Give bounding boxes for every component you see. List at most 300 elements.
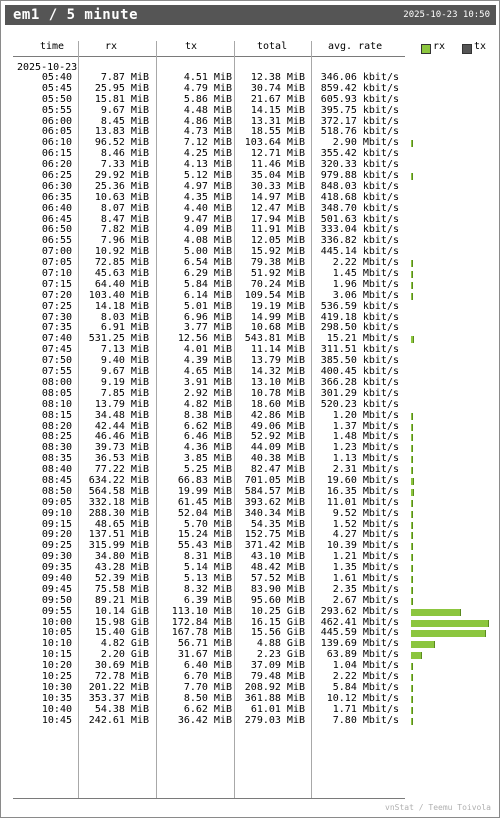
total-cell: 11.91 MiB (250, 224, 305, 236)
rate-cell: 979.88 kbit/s (320, 170, 399, 182)
rate-bar (411, 565, 413, 572)
table-row (1, 639, 500, 650)
rate-bar (411, 271, 413, 278)
tx-cell: 55.43 MiB (177, 540, 232, 552)
time-cell: 09:30 (41, 551, 72, 563)
tx-cell: 4.65 MiB (183, 366, 232, 378)
rx-cell: 103.40 MiB (88, 289, 149, 301)
page-title: em1 / 5 minute (13, 7, 139, 23)
rate-cell: 1.45 Mbit/s (332, 268, 399, 280)
rate-cell: 139.69 Mbit/s (320, 638, 399, 650)
total-cell: 35.04 MiB (250, 170, 305, 182)
rate-cell: 355.42 kbit/s (320, 148, 399, 160)
rate-cell: 4.27 Mbit/s (332, 529, 399, 541)
total-cell: 14.15 MiB (250, 104, 305, 116)
tx-cell: 36.42 MiB (177, 714, 232, 726)
time-cell: 10:30 (41, 681, 72, 693)
rate-cell: 419.18 kbit/s (320, 311, 399, 323)
total-cell: 79.48 MiB (250, 670, 305, 682)
tx-cell: 4.08 MiB (183, 235, 232, 247)
rate-cell: 9.52 Mbit/s (332, 507, 399, 519)
rate-bar (411, 478, 414, 485)
rate-cell: 1.52 Mbit/s (332, 518, 399, 530)
total-cell: 11.46 MiB (250, 159, 305, 171)
rate-bar (411, 707, 413, 714)
tx-cell: 6.62 MiB (183, 420, 232, 432)
rate-bar (411, 598, 413, 605)
rx-cell: 4.82 GiB (100, 638, 149, 650)
time-cell: 07:25 (41, 300, 72, 312)
time-cell: 06:35 (41, 191, 72, 203)
tx-cell: 5.86 MiB (183, 93, 232, 105)
rx-cell: 8.47 MiB (100, 213, 149, 225)
total-cell: 15.56 GiB (250, 627, 305, 639)
rx-cell: 7.82 MiB (100, 224, 149, 236)
rx-cell: 10.14 GiB (94, 605, 149, 617)
tx-cell: 12.56 MiB (177, 333, 232, 345)
tx-cell: 15.24 MiB (177, 529, 232, 541)
rate-bar (411, 674, 413, 681)
time-cell: 06:00 (41, 115, 72, 127)
time-cell: 05:40 (41, 72, 72, 83)
rate-cell: 1.48 Mbit/s (332, 431, 399, 443)
time-cell: 09:15 (41, 518, 72, 530)
rx-cell: 8.03 MiB (100, 311, 149, 323)
tx-cell: 4.51 MiB (183, 72, 232, 83)
rate-cell: 2.31 Mbit/s (332, 464, 399, 476)
time-cell: 07:15 (41, 278, 72, 290)
rate-cell: 520.23 kbit/s (320, 398, 399, 410)
tx-cell: 7.12 MiB (183, 137, 232, 149)
tx-cell: 56.71 MiB (177, 638, 232, 650)
table-row (1, 204, 500, 215)
tx-cell: 5.00 MiB (183, 246, 232, 258)
rate-bar (411, 445, 413, 452)
rate-cell: 10.39 Mbit/s (326, 540, 399, 552)
rate-bar (411, 522, 413, 529)
total-cell: 152.75 MiB (244, 529, 305, 541)
rate-bar (411, 413, 413, 420)
tx-cell: 8.31 MiB (183, 551, 232, 563)
total-cell: 43.10 MiB (250, 551, 305, 563)
rate-cell: 301.29 kbit/s (320, 387, 399, 399)
table-row (1, 607, 500, 618)
rate-cell: 11.01 Mbit/s (326, 496, 399, 508)
tx-cell: 6.96 MiB (183, 311, 232, 323)
tx-cell: 19.99 MiB (177, 485, 232, 497)
total-cell: 54.35 MiB (250, 518, 305, 530)
tx-cell: 113.10 MiB (171, 605, 232, 617)
rate-cell: 63.89 Mbit/s (326, 649, 399, 661)
tx-cell: 4.09 MiB (183, 224, 232, 236)
total-cell: 49.06 MiB (250, 420, 305, 432)
time-cell: 08:40 (41, 464, 72, 476)
rx-cell: 96.52 MiB (94, 137, 149, 149)
rate-cell: 1.20 Mbit/s (332, 409, 399, 421)
rate-bar (411, 293, 413, 300)
generated-datetime: 2025-10-23 10:50 (403, 10, 490, 20)
rx-cell: 9.67 MiB (100, 366, 149, 378)
rate-cell: 445.59 Mbit/s (320, 627, 399, 639)
total-cell: 584.57 MiB (244, 485, 305, 497)
total-cell: 208.92 MiB (244, 681, 305, 693)
tx-cell: 5.13 MiB (183, 572, 232, 584)
total-cell: 42.86 MiB (250, 409, 305, 421)
tx-cell: 5.14 MiB (183, 562, 232, 574)
rate-bar (411, 663, 413, 670)
rx-cell: 10.92 MiB (94, 246, 149, 258)
rate-cell: 395.75 kbit/s (320, 104, 399, 116)
rx-cell: 288.30 MiB (88, 507, 149, 519)
rx-cell: 8.07 MiB (100, 202, 149, 214)
total-cell: 70.24 MiB (250, 278, 305, 290)
total-cell: 44.09 MiB (250, 442, 305, 454)
rate-cell: 1.04 Mbit/s (332, 660, 399, 672)
rx-cell: 332.18 MiB (88, 496, 149, 508)
column-header-tx: tx (185, 41, 198, 52)
rx-cell: 54.38 MiB (94, 703, 149, 715)
total-cell: 10.68 MiB (250, 322, 305, 334)
total-cell: 30.33 MiB (250, 180, 305, 192)
tx-cell: 52.04 MiB (177, 507, 232, 519)
rate-cell: 848.03 kbit/s (320, 180, 399, 192)
tx-cell: 6.70 MiB (183, 670, 232, 682)
rate-cell: 385.50 kbit/s (320, 355, 399, 367)
rate-bar (411, 652, 422, 659)
total-cell: 13.79 MiB (250, 355, 305, 367)
tx-cell: 172.84 MiB (171, 616, 232, 628)
tx-cell: 5.12 MiB (183, 170, 232, 182)
rate-cell: 1.71 Mbit/s (332, 703, 399, 715)
rate-bar (411, 173, 413, 180)
total-cell: 12.47 MiB (250, 202, 305, 214)
rate-bar (411, 282, 413, 289)
rx-cell: 77.22 MiB (94, 464, 149, 476)
tx-cell: 6.46 MiB (183, 431, 232, 443)
tx-cell: 4.40 MiB (183, 202, 232, 214)
tx-cell: 5.01 MiB (183, 300, 232, 312)
rx-cell: 13.83 MiB (94, 126, 149, 138)
tx-cell: 4.01 MiB (183, 344, 232, 356)
time-cell: 09:25 (41, 540, 72, 552)
time-cell: 07:40 (41, 333, 72, 345)
total-cell: 40.38 MiB (250, 453, 305, 465)
tx-cell: 8.50 MiB (183, 692, 232, 704)
time-cell: 07:10 (41, 268, 72, 280)
column-header-avg-rate: avg. rate (328, 41, 383, 52)
rate-bar (411, 696, 413, 703)
time-cell: 06:10 (41, 137, 72, 149)
rate-cell: 333.04 kbit/s (320, 224, 399, 236)
tx-cell: 4.73 MiB (183, 126, 232, 138)
time-cell: 10:15 (41, 649, 72, 661)
rate-cell: 605.93 kbit/s (320, 93, 399, 105)
rx-cell: 15.40 GiB (94, 627, 149, 639)
rate-bar (411, 511, 413, 518)
rate-bar (411, 260, 413, 267)
tx-legend-label: tx (474, 41, 487, 52)
time-cell: 06:25 (41, 170, 72, 182)
time-cell: 06:50 (41, 224, 72, 236)
total-cell: 52.92 MiB (250, 431, 305, 443)
total-cell: 12.71 MiB (250, 148, 305, 160)
tx-cell: 4.13 MiB (183, 159, 232, 171)
rx-cell: 14.18 MiB (94, 300, 149, 312)
rate-cell: 445.14 kbit/s (320, 246, 399, 258)
time-cell: 07:45 (41, 344, 72, 356)
tx-cell: 6.40 MiB (183, 660, 232, 672)
tx-cell: 8.38 MiB (183, 409, 232, 421)
total-cell: 19.19 MiB (250, 300, 305, 312)
rx-cell: 75.58 MiB (94, 583, 149, 595)
total-cell: 543.81 MiB (244, 333, 305, 345)
rx-cell: 7.96 MiB (100, 235, 149, 247)
table-row (1, 716, 500, 727)
rate-cell: 2.22 Mbit/s (332, 257, 399, 269)
rate-cell: 1.37 Mbit/s (332, 420, 399, 432)
table-row (1, 705, 500, 716)
table-row (1, 596, 500, 607)
rate-cell: 400.45 kbit/s (320, 366, 399, 378)
rx-cell: 39.73 MiB (94, 442, 149, 454)
total-cell: 30.74 MiB (250, 82, 305, 94)
rx-cell: 7.85 MiB (100, 387, 149, 399)
time-cell: 09:05 (41, 496, 72, 508)
rx-cell: 52.39 MiB (94, 572, 149, 584)
table-row (1, 628, 500, 639)
time-cell: 07:20 (41, 289, 72, 301)
total-cell: 14.99 MiB (250, 311, 305, 323)
tx-cell: 9.47 MiB (183, 213, 232, 225)
rate-cell: 462.41 Mbit/s (320, 616, 399, 628)
rx-cell: 315.99 MiB (88, 540, 149, 552)
table-row (1, 411, 500, 422)
time-cell: 08:10 (41, 398, 72, 410)
rx-cell: 72.85 MiB (94, 257, 149, 269)
time-cell: 09:55 (41, 605, 72, 617)
total-cell: 371.42 MiB (244, 540, 305, 552)
rate-cell: 2.22 Mbit/s (332, 670, 399, 682)
tx-legend-swatch (462, 44, 472, 54)
time-cell: 07:00 (41, 246, 72, 258)
rate-cell: 1.96 Mbit/s (332, 278, 399, 290)
header-divider (13, 56, 405, 57)
rate-cell: 418.68 kbit/s (320, 191, 399, 203)
time-cell: 09:20 (41, 529, 72, 541)
footer-credit: vnStat / Teemu Toivola (385, 803, 491, 812)
total-cell: 11.14 MiB (250, 344, 305, 356)
tx-cell: 8.32 MiB (183, 583, 232, 595)
table-row (1, 509, 500, 520)
total-cell: 701.05 MiB (244, 474, 305, 486)
time-cell: 06:40 (41, 202, 72, 214)
total-cell: 340.34 MiB (244, 507, 305, 519)
table-row (1, 400, 500, 411)
time-cell: 08:35 (41, 453, 72, 465)
rate-cell: 501.63 kbit/s (320, 213, 399, 225)
total-cell: 51.92 MiB (250, 268, 305, 280)
tx-cell: 4.79 MiB (183, 82, 232, 94)
total-cell: 103.64 MiB (244, 137, 305, 149)
tx-cell: 6.29 MiB (183, 268, 232, 280)
rx-cell: 13.79 MiB (94, 398, 149, 410)
column-header-time: time (40, 41, 65, 52)
rate-cell: 1.21 Mbit/s (332, 551, 399, 563)
total-cell: 18.55 MiB (250, 126, 305, 138)
rate-cell: 320.33 kbit/s (320, 159, 399, 171)
rx-cell: 15.98 GiB (94, 616, 149, 628)
traffic-table (1, 73, 500, 726)
rx-cell: 45.63 MiB (94, 268, 149, 280)
tx-cell: 6.39 MiB (183, 594, 232, 606)
tx-cell: 6.62 MiB (183, 703, 232, 715)
rate-cell: 859.42 kbit/s (320, 82, 399, 94)
total-cell: 61.01 MiB (250, 703, 305, 715)
tx-cell: 3.77 MiB (183, 322, 232, 334)
rate-bar (411, 576, 413, 583)
rate-cell: 293.62 Mbit/s (320, 605, 399, 617)
tx-cell: 5.84 MiB (183, 278, 232, 290)
total-cell: 10.78 MiB (250, 387, 305, 399)
time-cell: 09:45 (41, 583, 72, 595)
rx-legend-swatch (421, 44, 431, 54)
column-header-rx: rx (105, 41, 118, 52)
tx-cell: 4.82 MiB (183, 398, 232, 410)
rate-bar (411, 456, 413, 463)
total-cell: 109.54 MiB (244, 289, 305, 301)
total-cell: 13.31 MiB (250, 115, 305, 127)
rx-cell: 9.19 MiB (100, 376, 149, 388)
rate-cell: 1.35 Mbit/s (332, 562, 399, 574)
time-cell: 08:30 (41, 442, 72, 454)
time-cell: 06:05 (41, 126, 72, 138)
table-row (1, 106, 500, 117)
title-bar (5, 5, 496, 25)
rate-bar (411, 620, 489, 627)
time-cell: 10:10 (41, 638, 72, 650)
total-cell: 21.67 MiB (250, 93, 305, 105)
rate-cell: 518.76 kbit/s (320, 126, 399, 138)
rate-cell: 372.17 kbit/s (320, 115, 399, 127)
total-cell: 18.60 MiB (250, 398, 305, 410)
rate-cell: 298.50 kbit/s (320, 322, 399, 334)
time-cell: 10:45 (41, 714, 72, 726)
tx-cell: 5.70 MiB (183, 518, 232, 530)
rx-cell: 43.28 MiB (94, 562, 149, 574)
rx-cell: 15.81 MiB (94, 93, 149, 105)
tx-cell: 5.25 MiB (183, 464, 232, 476)
rate-cell: 1.23 Mbit/s (332, 442, 399, 454)
rx-cell: 8.46 MiB (100, 148, 149, 160)
footer-divider (13, 798, 405, 799)
rate-cell: 336.82 kbit/s (320, 235, 399, 247)
time-cell: 05:45 (41, 82, 72, 94)
tx-cell: 6.54 MiB (183, 257, 232, 269)
rx-cell: 564.58 MiB (88, 485, 149, 497)
time-cell: 06:45 (41, 213, 72, 225)
total-cell: 279.03 MiB (244, 714, 305, 726)
rate-bar (411, 434, 413, 441)
rx-cell: 72.78 MiB (94, 670, 149, 682)
rx-cell: 7.33 MiB (100, 159, 149, 171)
rx-cell: 8.45 MiB (100, 115, 149, 127)
rate-bar (411, 336, 414, 343)
time-cell: 05:50 (41, 93, 72, 105)
time-cell: 06:15 (41, 148, 72, 160)
rate-bar (411, 641, 435, 648)
rx-cell: 34.80 MiB (94, 551, 149, 563)
time-cell: 06:55 (41, 235, 72, 247)
time-cell: 09:40 (41, 572, 72, 584)
rx-legend-label: rx (433, 41, 446, 52)
rate-cell: 536.59 kbit/s (320, 300, 399, 312)
time-cell: 09:50 (41, 594, 72, 606)
tx-cell: 61.45 MiB (177, 496, 232, 508)
rx-cell: 531.25 MiB (88, 333, 149, 345)
time-cell: 08:20 (41, 420, 72, 432)
time-cell: 07:50 (41, 355, 72, 367)
time-cell: 10:05 (41, 627, 72, 639)
rx-cell: 634.22 MiB (88, 474, 149, 486)
rate-cell: 2.35 Mbit/s (332, 583, 399, 595)
tx-cell: 4.39 MiB (183, 355, 232, 367)
rx-cell: 89.21 MiB (94, 594, 149, 606)
time-cell: 07:55 (41, 366, 72, 378)
rate-cell: 3.06 Mbit/s (332, 289, 399, 301)
rx-cell: 137.51 MiB (88, 529, 149, 541)
tx-cell: 2.92 MiB (183, 387, 232, 399)
rx-cell: 48.65 MiB (94, 518, 149, 530)
time-cell: 10:00 (41, 616, 72, 628)
time-cell: 09:10 (41, 507, 72, 519)
total-cell: 2.23 GiB (256, 649, 305, 661)
total-cell: 14.97 MiB (250, 191, 305, 203)
time-cell: 07:30 (41, 311, 72, 323)
total-cell: 14.32 MiB (250, 366, 305, 378)
rate-bar (411, 543, 413, 550)
rate-cell: 346.06 kbit/s (320, 72, 399, 83)
total-cell: 15.92 MiB (250, 246, 305, 258)
time-cell: 06:20 (41, 159, 72, 171)
time-cell: 09:35 (41, 562, 72, 574)
rx-cell: 42.44 MiB (94, 420, 149, 432)
time-cell: 06:30 (41, 180, 72, 192)
tx-cell: 4.36 MiB (183, 442, 232, 454)
rate-cell: 348.70 kbit/s (320, 202, 399, 214)
time-cell: 07:05 (41, 257, 72, 269)
total-cell: 48.42 MiB (250, 562, 305, 574)
tx-cell: 4.48 MiB (183, 104, 232, 116)
time-cell: 07:35 (41, 322, 72, 334)
rx-cell: 30.69 MiB (94, 660, 149, 672)
rate-bar (411, 630, 486, 637)
table-row (1, 498, 500, 509)
column-header-total: total (257, 41, 288, 52)
total-cell: 393.62 MiB (244, 496, 305, 508)
time-cell: 10:20 (41, 660, 72, 672)
rx-cell: 10.63 MiB (94, 191, 149, 203)
total-cell: 83.90 MiB (250, 583, 305, 595)
tx-cell: 3.85 MiB (183, 453, 232, 465)
rate-bar (411, 685, 413, 692)
tx-cell: 4.35 MiB (183, 191, 232, 203)
rate-cell: 7.80 Mbit/s (332, 714, 399, 726)
total-cell: 4.88 GiB (256, 638, 305, 650)
total-cell: 16.15 GiB (250, 616, 305, 628)
rx-cell: 25.36 MiB (94, 180, 149, 192)
tx-cell: 167.78 MiB (171, 627, 232, 639)
total-cell: 12.38 MiB (250, 72, 305, 83)
